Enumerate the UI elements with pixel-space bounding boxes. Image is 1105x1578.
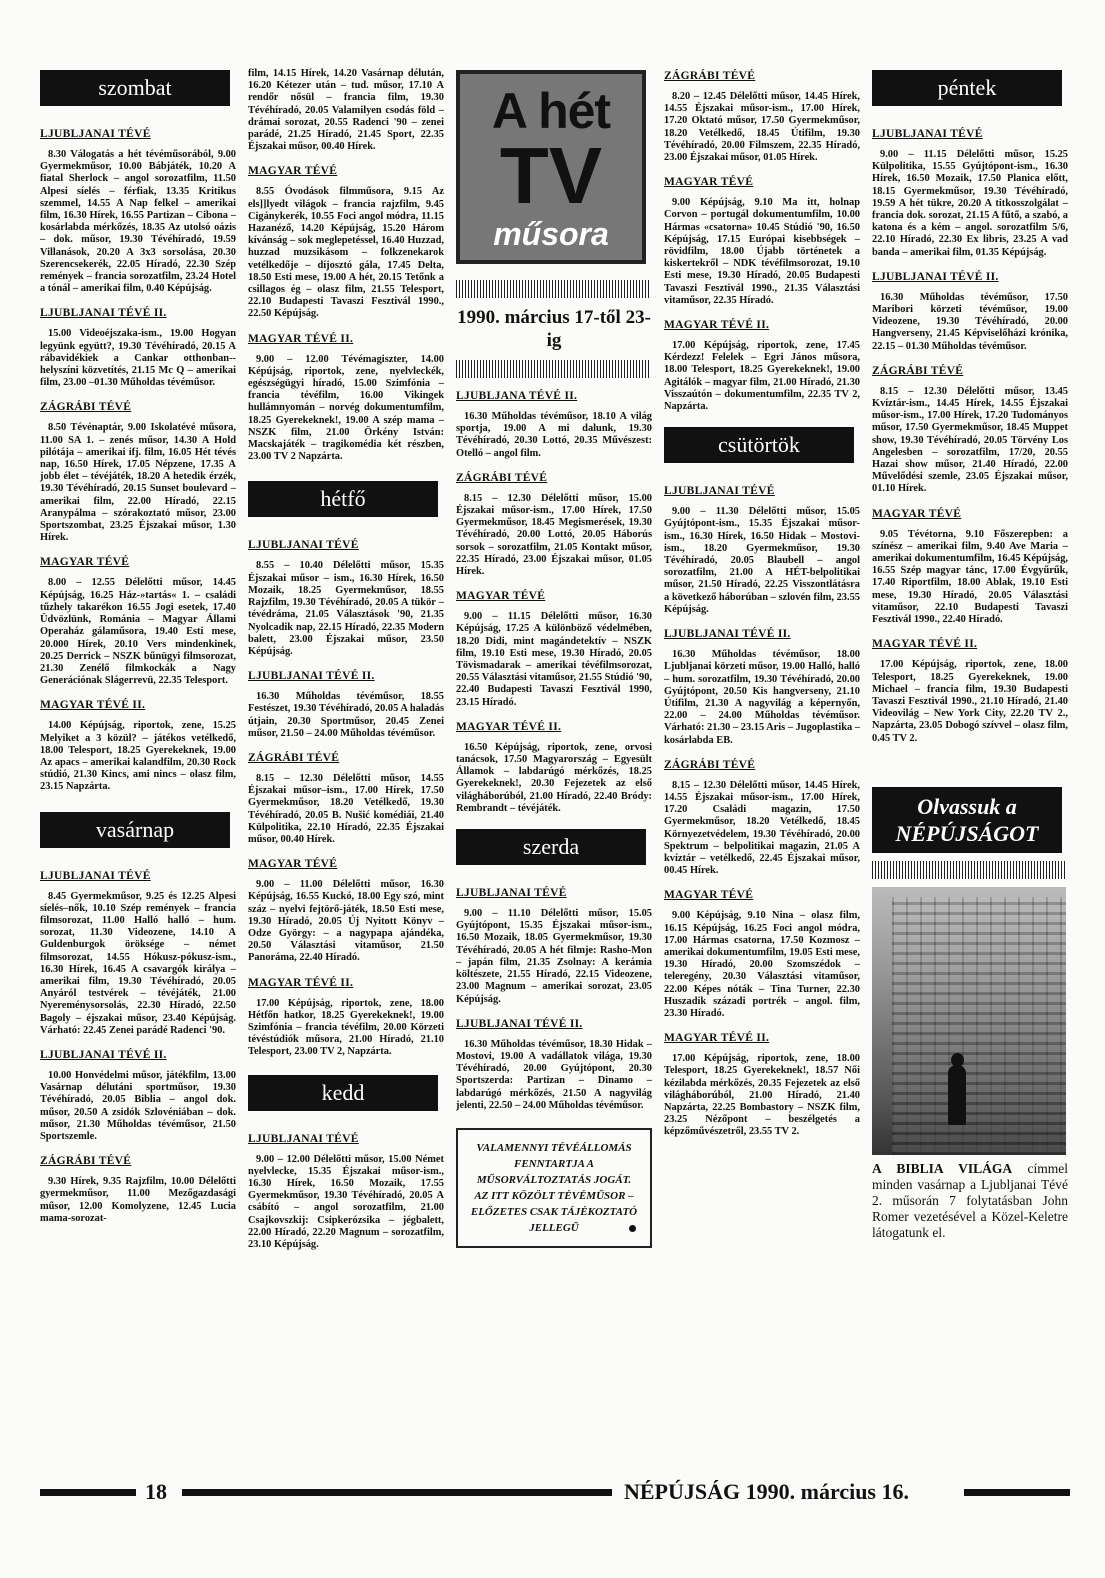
program-listing: 16.30 Műholdas tévéműsor, 18.00 Ljubljanai körzeti műsor, 19.00 Halló, halló – hum. sorozatfilm, 19.30 Tévéhíradó, 20.00 Gyújtópont, 20.50 Kis hangverseny, 21.10 Útifilm, 21.30 A nagyvilág a képernyőn, 22.00 – 24.00 Műholdas tévéműsor. Várható: 21.30 – 23.15 Aris – Jugoplastika – kosárlabda EB. [664, 649, 860, 746]
logo-line-3: műsora [493, 216, 609, 252]
program-listing: 9.30 Hírek, 9.35 Rajzfilm, 10.00 Délelőtti gyermekműsor, 11.00 Mezőgazdasági műsor, 12.00 Komolyzene, 12.45 Lucia mama-sorozat- [40, 1176, 236, 1224]
caption-bold: A BIBLIA VILÁGA [872, 1160, 1013, 1176]
page-number: 18 [145, 1479, 167, 1504]
photo-caption [872, 1161, 1068, 1241]
channel-heading: MAGYAR TÉVÉ [40, 556, 130, 569]
read-nepujsag-banner: Olvassuk a NÉPÚJSÁGOT [872, 787, 1062, 853]
channel-heading: LJUBLJANAI TÉVÉ II. [456, 1017, 583, 1030]
program-listing: 8.20 – 12.45 Délelőtti műsor, 14.45 Hírek, 14.55 Éjszakai műsor-ism., 17.00 Hírek, 17.20 Oktató műsor, 17.50 Gyermekműsor, 18.20 Vetélkedő, 18.45 Útifilm, 19.30 Tévéhíradó, 20.00 Filmszem, 22.35 Híradó, 23.00 Éjszakai műsor, 01.05 Hírek. [664, 91, 860, 164]
day-header-wednesday: szerda [456, 829, 646, 865]
channel-heading: LJUBLJANAI TÉVÉ [872, 128, 983, 140]
program-listing: 8.50 Tévénaptár, 9.00 Iskolatévé műsora, 11.00 SA 1. – zenés műsor, 14.30 A Hold pilótája – amerikai ifj. film, 16.05 Hét tévés nap, 16.50 Hírek, 17.05 Népzene, 17.35 A jobb élet – tévéjáték, 18.20 A hetedik érzék, 19.30 Tévéhíradó, 20.15 Sunset boulevard – amerikai film, 22.00 Híradó, 22.15 Aranypálma – szórakoztató műsor, 23.00 Sportszombat, 23.25 Éjszakai műsor, 1.30 Hírek. [40, 422, 236, 544]
schedule-change-notice [456, 1128, 652, 1248]
channel-heading: MAGYAR TÉVÉ II. [872, 638, 978, 651]
channel-heading: LJUBLJANAI TÉVÉ II. [872, 270, 999, 283]
channel-heading: LJUBLJANAI TÉVÉ [664, 485, 775, 498]
caption-text: címmel minden vasárnap a Ljubljanai Tévé 2. műsorán 7 folytatásban John Romer vezetésével a Közel-Keletre látogatunk el. [872, 1160, 1068, 1240]
channel-heading: MAGYAR TÉVÉ II. [40, 699, 146, 712]
channel-heading: MAGYAR TÉVÉ [664, 889, 754, 902]
program-listing: 16.30 Műholdas tévéműsor, 17.50 Maribori körzeti tévéműsor, 19.00 Videozene, 19.30 Tévéhíradó, 20.00 Hangverseny, 21.45 Képviselőházi krónika, 22.15 – 01.30 Műholdas tévéműsor. [872, 291, 1068, 352]
channel-heading: ZÁGRÁBI TÉVÉ [248, 751, 340, 764]
program-listing: 9.00 – 12.00 Délelőtti műsor, 15.00 Német nyelvlecke, 15.35 Éjszakai műsor-ism., 16.30 Hírek, 16.50 Mozaik, 17.55 Gyermekműsor, 19.30 Tévéhíradó, 20.05 A csábító – angol sorozatfilm, 21.00 Csajkovszkij: Csipkerózsika – jégbalett, 22.00 Híradó, 22.20 Magnum – sorozatfilm, 23.10 Képújság. [248, 1153, 444, 1250]
program-listing: 8.00 – 12.55 Délelőtti műsor, 14.45 Képújság, 16.25 Ház-»tartás« 1. – családi tűzhely takarékon 16.55 Jogi esetek, 17.40 Üdvözlünk, Románia – Magyar Állami Operaház gálaműsora, 19.40 Esti mese, 20.000 Hírek, 20.10 Vers mindenkinek, 20.25 Derrick – NSZK bűnügyi filmsorozat, 21.30 Zenélő filmkockák a Nagy Generációnak Slágerrevü, 22.35 Telesport. [40, 577, 236, 687]
program-listing: 9.00 Képújság, 9.10 Nina – olasz film, 16.15 Képújság, 16.25 Foci angol módra, 17.00 Hármas csatorna, 17.50 Kozmosz – amerikai dokumentumfilm, 19.05 Esti mese, 19.30 Híradó, 20.00 Szomszédok – teleregény, 20.30 Választási vitaműsor, 22.00 Képes nóták – Tina Turner, 22.30 Huszadik századi portrék – angol. film, 23.30 Híradó. [664, 910, 860, 1019]
column-1 [40, 68, 236, 1233]
tv-guide-logo [456, 70, 646, 264]
channel-heading: ZÁGRÁBI TÉVÉ [40, 401, 132, 414]
program-listing: 8.55 Óvodások filmműsora, 9.15 Az els]]lyedt világok – francia rajzfilm, 9.45 Cigánykerék, 10.55 Foci angol módra, 11.15 Hazanéző, 14.20 Képújság, 15.20 Három kívánság – sok meglepetéssel, 16.40 Huzzad, huzzad muzsikásom – folkzenekarok vetélkedője – díjosztó gála, 17.45 Delta, 18.50 Esti mese, 19.00 A hét, 20.15 Tetőnk a csillagos ég – olasz film, 21.55 Telesport, 22.10 Budapesti Tavaszi Fesztivál 1990., 22.50 Képújság. [248, 186, 444, 320]
program-listing: 9.00 – 11.00 Délelőtti műsor, 16.30 Képújság, 16.55 Kuckó, 18.00 Egy szó, mint száz – nyelvi fejtörő-játék, 18.50 Esti mese, 19.30 Híradó, 20.05 Új Nyitott Könyv – Odze György: – a nagypapa ajándéka, 20.50 Választási vitaműsor, 21.50 Panoráma, 22.40 Híradó. [248, 879, 444, 964]
footer-rule-middle [182, 1489, 612, 1496]
footer-title: NÉPÚJSÁG 1990. március 16. [624, 1479, 909, 1504]
channel-heading: LJUBLJANAI TÉVÉ [40, 869, 151, 882]
channel-heading: LJUBLJANAI TÉVÉ II. [40, 1048, 167, 1061]
program-listing: 17.00 Képújság, riportok, zene, 17.45 Kérdezz! Felelek – Egri János műsora, 18.00 Telesport, 18.25 Gyerekeknek!, 19.00 Agitálók – magyar film, 21.00 Híradó, 21.30 Visszaútón – dokumentumfilm, 22.35 TV 2, Napzárta. [664, 340, 860, 413]
channel-heading: MAGYAR TÉVÉ [456, 590, 546, 603]
day-header-sunday: vasárnap [40, 812, 230, 848]
channel-heading: LJUBLJANAI TÉVÉ II. [40, 307, 167, 320]
program-listing: 17.00 Képújság, riportok, zene, 18.00 Telesport, 18.25 Gyerekeknek!, 18.57 Női kézilabda mérkőzés, 20.35 Fejezetek az első világháborúból, 21.00 Híradó, 21.40 Napzárta, 22.25 Bombastory – NSZK film, 23.25 Nézőpont – beszélgetés a képzőművészetről, 23.55 TV 2. [664, 1053, 860, 1138]
channel-heading: MAGYAR TÉVÉ [664, 176, 754, 189]
logo-line-1: A hét [491, 83, 611, 139]
program-listing: 9.00 – 11.15 Délelőtti műsor, 15.25 Külpolitika, 15.55 Gyújtópont-ism., 16.30 Hírek, 16.50 Mozaik, 17.50 Planica előtt, 18.15 Gyermekműsor, 19.30 Tévéhíradó, 19.59 A hét tükre, 20.20 A titkosszolgálat – francia dok. sorozat, 21.15 A fűtő, a szabó, a katona és a kém – angol. sorozatfilm 5/6, 22.10 Híradó, 22.30 Ex libris, 23.25 A vad banda – amerikai film, 01.35 Képújság. [872, 149, 1068, 258]
channel-heading: ZÁGRÁBI TÉVÉ [664, 70, 756, 82]
channel-heading: LJUBLJANAI TÉVÉ [40, 128, 151, 140]
program-listing: 8.15 – 12.30 Délelőtti műsor, 14.55 Éjszakai műsor–ism., 17.00 Hírek, 17.50 Gyermekműsor, 18.20 Vetélkedő, 19.30 Tévéhíradó, 20.05 B. Nušić komédiái, 21.40 Külpolitika, 22.10 Híradó, 22.35 Éjszakai műsor, 00.40 Hírek. [248, 772, 444, 845]
program-listing: 8.45 Gyermekműsor, 9.25 és 12.25 Alpesi síelés–nők, 10.10 Szép remények – francia filmsorozat, 11.00 Halló halló – hum. sorozat, 11.30 Videozene, 14.10 A Guldenburgok öröksége – német filmsorozat, 14.55 Hókusz-pókusz-ism., 16.30 Hírek, 16.45 A csavargók királya – amerikai film, 19.30 Tévéhíradó, 20.05 Anyáról testvérek – tévéjáték, 21.00 Nyereménysorsolás, 22.30 Híradó, 22.50 Bagoly – éjszakai műsor, 23.40 Képújság. Várható: 22.45 Zenei parádé Radenci '90. [40, 890, 236, 1036]
program-listing: 15.00 Videoéjszaka-ism., 19.00 Hogyan legyünk együtt?, 19.30 Tévéhíradó, 20.15 A rábavidékiek a Cankar otthonban--helyszíni közvetítés, 21.15 Mc Q – amerikai film, 23.00 –01.30 Műholdas tévéműsor. [40, 328, 236, 389]
day-header-friday: péntek [872, 70, 1062, 106]
program-listing: 16.30 Műholdas tévéműsor, 18.55 Festészet, 19.30 Tévéhíradó, 20.05 A haladás útjain, 20.30 Sportműsor, 20.45 Zenei műsor, 21.50 – 24.00 Műholdas tévéműsor. [248, 691, 444, 739]
bible-world-photo [872, 887, 1066, 1155]
channel-heading: LJUBLJANAI TÉVÉ [248, 539, 359, 552]
day-header-monday: hétfő [248, 481, 438, 517]
channel-heading: ZÁGRÁBI TÉVÉ [456, 471, 548, 484]
program-listing: 9.00 Képújság, 9.10 Ma itt, holnap Corvon – portugál dokumentumfilm, 10.00 Hármas «csatorna» 10.45 Stúdió '90, 16.50 Képújság, 17.15 Európai kisebbségek – rövidfilm, 18.00 Újabb történetek a kiskertekről – NDK tévéfilmsorozat, 19.10 Esti mese, 19.30 Híradó, 20.05 Budapesti Tavaszi Fesztivál 1990., 21.35 Választási vitaműsor, 22.35 Híradó. [664, 197, 860, 306]
channel-heading: MAGYAR TÉVÉ II. [248, 332, 354, 345]
channel-heading: LJUBLJANAI TÉVÉ [248, 1132, 359, 1145]
program-listing: 9.00 – 11.10 Délelőtti műsor, 15.05 Gyújtópont, 15.35 Éjszakai műsor-ism., 16.50 Mozaik, 18.05 Gyermekműsor, 19.30 Tévéhíradó, 20.05 A hét filmje: Rasho-Mon – japán film, 21.35 Zsolnay: A kerámia költészete, 21.55 Híradó, 22.15 Videozene, 23.00 Magnum – amerikai sorozat, 23.05 Képújság. [456, 908, 652, 1005]
day-header-saturday: szombat [40, 70, 230, 106]
program-listing: 9.05 Tévétorna, 9.10 Főszerepben: a színész – amerikai film, 9.40 Ave Maria – amerikai dokumentumfilm, 16.45 Képújság, 16.55 Szép magyar tánc, 17.00 Évgyűrűk, 17.40 Riportfilm, 18.00 Ablak, 19.10 Esti mese, 19.30 Híradó, 20.05 Választási vitaműsor, 22.10 Budapesti Tavaszi Fesztivál 1990., 22.40 Híradó. [872, 528, 1068, 626]
program-listing: 16.30 Műholdas tévéműsor, 18.30 Hidak – Mostovi, 19.00 A vadállatok világa, 19.30 Tévéhíradó, 20.00 Gyújtópont, 20.30 Sportszerda: Partizan – Dinamo – labdarúgó mérkőzés, 21.50 A nagyvilág jelenti, 22.50 – 24.00 Műholdas tévéműsor. [456, 1038, 652, 1111]
footer-rule-left [40, 1489, 136, 1496]
program-listing: 8.15 – 12.30 Délelőtti műsor, 13.45 Kvíztár-ism., 14.45 Hírek, 14.55 Éjszakai műsor-ism., 17.00 Hírek, 17.20 Tudományos műsor, 17.50 Gyermekműsor, 18.45 Muppet show, 19.30 Tévéhíradó, 20.05 Törvény Los Angelesben – sorozatfilm, 17/20, 20.55 Hazai show műsor, 21.40 Híradó, 22.00 Művelődési szemle, 23.05 Éjszakai műsor, 01.10 Hírek. [872, 385, 1068, 495]
channel-heading: ZÁGRÁBI TÉVÉ [664, 758, 756, 771]
column-3 [456, 68, 652, 1248]
program-listing: 14.00 Képújság, riportok, zene, 15.25 Melyiket a 3 közül? – játékos vetélkedő, 18.00 Telesport, 18.25 Gyerekeknek, 19.00 Az apacs – amerikai kalandfilm, 20.30 Rock stúdió, 21.30 Kincs, ami nincs – olasz film, 23.15 Napzárta. [40, 720, 236, 793]
program-listing: 16.50 Képújság, riportok, zene, orvosi tanácsok, 17.50 Magyarország – Egyesült Államok – labdarúgó mérkőzés, 18.25 Gyerekeknek!, 20.30 Fejezetek az első világháborúból, 21.00 Híradó, 22.40 Bródy: Rembrandt – tévéjáték. [456, 741, 652, 814]
channel-heading: LJUBLJANA TÉVÉ II. [456, 390, 578, 402]
channel-heading: MAGYAR TÉVÉ II. [664, 1032, 770, 1045]
date-range-heading: 1990. március 17-től 23-ig [457, 307, 651, 351]
column-2 [248, 68, 444, 1259]
column-4 [664, 68, 860, 1147]
logo-line-2: TV [499, 131, 603, 220]
program-listing: 17.00 Képújság, riportok, zene, 18.00 Telesport, 18.25 Gyerekeknek, 19.00 Michael – francia film, 19.30 Budapesti Tavaszi Fesztivál 1990., 21.10 Híradó, 21.40 Videovilág – New York City, 22.20 TV 2., Napzárta, 23.05 Dobogó szívvel – olasz film, 0.45 TV 2. [872, 659, 1068, 744]
hatch-divider [456, 280, 650, 298]
channel-heading: MAGYAR TÉVÉ [248, 858, 338, 871]
channel-heading: LJUBLJANAI TÉVÉ II. [248, 670, 375, 683]
channel-heading: ZÁGRÁBI TÉVÉ [40, 1155, 132, 1168]
program-listing: 9.00 – 11.15 Délelőtti műsor, 16.30 Képújság, 17.25 A különböző védelmében, 18.20 Didi, mint magándetektív – NSZK film, 19.10 Esti mese, 19.30 Híradó, 20.05 Tövismadarak – amerikai tévéfilmsorozat, 20.55 Választási vitaműsor, 21.55 Stúdió '90, 22.40 Budapesti Tavaszi Fesztivál 1990, 23.15 Híradó. [456, 611, 653, 708]
channel-heading: LJUBLJANAI TÉVÉ II. [664, 628, 791, 641]
channel-heading: MAGYAR TÉVÉ [872, 507, 962, 520]
day-header-tuesday: kedd [248, 1075, 438, 1111]
channel-heading: MAGYAR TÉVÉ II. [456, 720, 562, 733]
program-listing: 17.00 Képújság, riportok, zene, 18.00 Hétfőn hatkor, 18.25 Gyerekeknek!, 19.00 Szimfónia – francia tévéfilm, 20.00 Körzeti tévéstúdiók műsora, 21.00 Híradó, 21.10 Telesport, 23.00 TV 2, Napzárta. [248, 997, 444, 1058]
column-5 [872, 68, 1068, 1241]
person-silhouette [948, 1065, 966, 1125]
channel-heading: MAGYAR TÉVÉ II. [248, 976, 354, 989]
channel-heading: LJUBLJANAI TÉVÉ [456, 887, 567, 900]
program-listing: 9.00 – 11.30 Délelőtti műsor, 15.05 Gyújtópont-ism., 15.35 Éjszakai műsor-ism., 16.30 Hírek, 16.50 Hidak – Mostovi-ism., 18.20 Gyermekműsor, 19.30 Tévéhíradó, 20.05 Blaubell – angol sorozatfilm, 21.00 A HÉT-belpolitikai műsor, 21.50 Híradó, 22.25 Visszontlátásra a következő háborúban – szlovén film, 23.55 Képújság. [664, 506, 860, 615]
program-listing: 8.30 Válogatás a hét tévéműsorából, 9.00 Gyermekműsor, 10.00 Bábjáték, 10.20 A fiatal Sherlock – angol sorozatfilm, 11.50 Alpesi síelés – férfiak, 13.35 Kritikus szemmel, 14.55 A Nap felkel – amerikai film, 16.30 Hírek, 16.55 Partizan – Cibona – kosárlabda mérkőzés, 18.35 Az utolsó oázis – dok. műsor, 19.30 Tévéhíradó, 19.59 Villanások, 20.20 A 3x3 sorsolása, 20.30 Szerencsekerék, 22.05 Híradó, 22.30 Szép remények – francia sorozatfilm, 23.24 Hotel a tónál – amerikai film, 0.40 Képújság. [40, 149, 236, 295]
notice-text: VALAMENNYI TÉVÉÁLLOMÁS FENNTARTJA A MŰSORVÁLTOZTATÁS JOGÁT. AZ ITT KÖZÖLT TÉVÉMŰSOR – ELŐZETES CSAK TÁJÉKOZTATÓ JELLEGŰ [470, 1141, 638, 1234]
channel-heading: MAGYAR TÉVÉ II. [664, 319, 770, 332]
carved-wall [892, 897, 1066, 1155]
program-listing: 10.00 Honvédelmi műsor, játékfilm, 13.00 Vasárnap délutáni sportműsor, 19.30 Tévéhíradó, 20.05 Biblia – angol dok. műsor, 20.50 A zsidók Szlovéniában – dok. műsor, 21.30 Műholdas tévéműsor, 21.50 Sportszemle. [40, 1069, 236, 1142]
footer-rule-right [964, 1489, 1070, 1496]
program-listing: 16.30 Műholdas tévéműsor, 18.10 A világ sportja, 19.00 A mi dalunk, 19.30 Tévéhíradó, 20.30 Lottó, 20.35 Művészest: Otelló – angol film. [456, 411, 652, 459]
program-listing: 8.15 – 12.30 Délelőtti műsor, 14.45 Hírek, 14.55 Éjszakai műsor-ism., 17.00 Hírek, 17.20 Családi magazin, 17.50 Gyermekműsor, 18.20 Vetélkedő, 18.45 Környezetvédelem, 19.30 Tévéhíradó, 20.00 Spektrum – belpolitikai magazin, 21.05 A kvíztár – vetélkedő, 22.45 Éjszakai műsor, 00.45 Hírek. [664, 779, 860, 877]
hatch-divider [456, 360, 650, 378]
hatch-divider [872, 861, 1066, 879]
channel-heading: MAGYAR TÉVÉ [248, 165, 338, 178]
program-listing: 8.55 – 10.40 Délelőtti műsor, 15.35 Éjszakai műsor – ism., 16.30 Hírek, 16.50 Mozaik, 18.25 Gyermekműsor, 18.55 Rajzfilm, 19.30 Tévéhíradó, 20.05 A tükör – tévédráma, 21.05 Választások '90, 21.35 Nyolcadik nap, 22.15 Híradó, 22.35 Modern balett, 23.00 Éjszakai műsor, 23.50 Képújság. [248, 560, 444, 657]
day-header-thursday: csütörtök [664, 427, 854, 463]
program-listing: 8.15 – 12.30 Délelőtti műsor, 15.00 Éjszakai műsor-ism., 17.00 Hírek, 17.50 Gyermekműsor, 18.45 Megismerések, 19.30 Tévéhíradó, 20.00 Lottó, 20.05 Háborús sorsok – sorozatfilm, 21.05 Kontakt műsor, 22.35 Híradó, 23.00 Éjszakai műsor, 01.05 Hírek. [456, 492, 652, 578]
page-footer [40, 1478, 1070, 1508]
bullet-dot [629, 1225, 636, 1232]
program-listing: film, 14.15 Hírek, 14.20 Vasárnap délután, 16.20 Kétezer után – tud. műsor, 17.10 A rendőr nősül – francia film, 19.30 Tévéhíradó, 20.05 Valamilyen csodás föld – drámai sorozat, 20.55 Radenci '90 – zenei parádé, 21.25 Híradó, 21.45 Sport, 22.35 Éjszakai műsor, 00.40 Hírek. [248, 68, 444, 153]
channel-heading: ZÁGRÁBI TÉVÉ [872, 364, 964, 377]
program-listing: 9.00 – 12.00 Tévémagiszter, 14.00 Képújság, riportok, zene, nyelvleckék, egészségügyi híradó, 15.00 Szimfónia – francia tévéfilm, 16.00 Vikingek hullámnyomán – norvég dokumentumfilm, 18.25 Gyerekeknek!, 19.00 A szép mama – NSZK film, 21.00 Örkény István: Macskajáték – tragikomédia két részben, 23.00 TV 2 Napzárta. [248, 353, 444, 463]
